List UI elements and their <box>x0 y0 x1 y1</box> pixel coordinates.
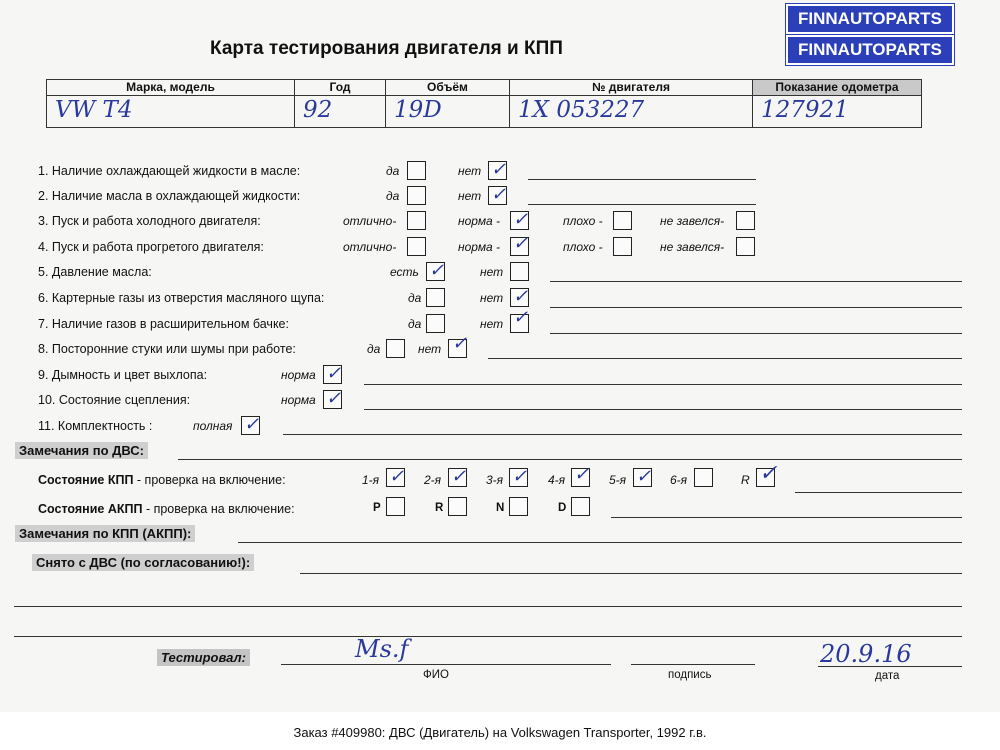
q4-checkbox-excellent[interactable] <box>407 237 426 256</box>
section-gearbox-remarks: Замечания по КПП (АКПП): <box>15 525 195 542</box>
signature-line <box>631 664 755 665</box>
gear-1-label: 1-я <box>362 473 380 487</box>
removed-line-3 <box>14 636 962 637</box>
value-brand-model: VW T4 <box>46 94 295 128</box>
q7-checkbox-yes[interactable] <box>426 314 445 333</box>
auto-gear-n-checkbox[interactable] <box>509 497 528 516</box>
q2-check-mark: ✓ <box>491 184 507 205</box>
q3-option-bad: плохо - <box>563 214 603 228</box>
q11-option-complete: полная <box>193 419 233 433</box>
manual-gearbox-label <box>38 473 286 487</box>
q6-check-mark: ✓ <box>513 286 529 307</box>
watermark-logo-top: FINNAUTOPARTS <box>786 4 954 34</box>
q9-option-normal: норма <box>281 368 316 382</box>
question-3: 3. Пуск и работа холодного двигателя: <box>38 214 261 228</box>
question-9: 9. Дымность и цвет выхлопа: <box>38 368 208 382</box>
q8-checkbox-yes[interactable] <box>386 339 405 358</box>
q2-option-no: нет <box>458 189 482 203</box>
question-4: 4. Пуск и работа прогретого двигателя: <box>38 240 264 254</box>
question-2: 2. Наличие масла в охлаждающей жидкости: <box>38 189 301 203</box>
q4-checkbox-no-start[interactable] <box>736 237 755 256</box>
q8-option-no: нет <box>418 342 442 356</box>
q2-notes-line <box>528 204 756 205</box>
watermark-logo-bottom: FINNAUTOPARTS <box>786 35 954 65</box>
form-title: Карта тестирования двигателя и КПП <box>210 38 563 59</box>
q3-checkbox-bad[interactable] <box>613 211 632 230</box>
q2-option-yes: да <box>386 189 400 203</box>
q7-notes-line <box>550 333 962 334</box>
auto-gearbox-label <box>38 502 295 516</box>
gear-2-label: 2-я <box>424 473 442 487</box>
auto-gear-p-checkbox[interactable] <box>386 497 405 516</box>
auto-gear-d-label: D <box>558 502 567 514</box>
header-volume: Объём <box>385 79 510 96</box>
q10-notes-line <box>364 409 962 410</box>
q8-option-yes: да <box>367 342 381 356</box>
tester-signature-handwritten: Ms.f <box>355 635 409 663</box>
order-caption: Заказ #409980: ДВС (Двигатель) на Volkswagen Transporter, 1992 г.в. <box>293 725 707 740</box>
gear-2-check-mark: ✓ <box>451 466 467 487</box>
header-brand-model: Марка, модель <box>46 79 295 96</box>
q4-option-excellent: отлично- <box>343 240 397 254</box>
date-label: дата <box>875 670 900 682</box>
q6-option-yes: да <box>408 291 422 305</box>
question-8: 8. Посторонние стуки или шумы при работе: <box>38 342 296 356</box>
date-handwritten: 20.9.16 <box>820 640 912 668</box>
q8-check-mark: ✓ <box>452 333 468 354</box>
q10-option-normal: норма <box>281 393 316 407</box>
q4-option-bad: плохо - <box>563 240 603 254</box>
gear-4-label: 4-я <box>548 473 566 487</box>
question-10: 10. Состояние сцепления: <box>38 393 191 407</box>
question-5: 5. Давление масла: <box>38 265 152 279</box>
auto-gear-p-label: P <box>373 502 381 514</box>
signature-label: подпись <box>668 669 712 681</box>
question-7: 7. Наличие газов в расширительном бачке: <box>38 317 289 331</box>
gear-5-label: 5-я <box>609 473 627 487</box>
auto-gearbox-subtitle: - проверка на включение: <box>142 502 295 516</box>
q4-check-mark: ✓ <box>513 233 529 254</box>
q5-notes-line <box>550 281 962 282</box>
gear-6-label: 6-я <box>670 473 688 487</box>
q6-option-no: нет <box>480 291 504 305</box>
gear-4-check-mark: ✓ <box>574 464 590 485</box>
q3-checkbox-no-start[interactable] <box>736 211 755 230</box>
q10-check-mark: ✓ <box>326 388 342 409</box>
fio-line <box>281 664 611 665</box>
ice-remarks-line <box>178 459 962 460</box>
q3-option-excellent: отлично- <box>343 214 397 228</box>
auto-gear-r-label: R <box>435 502 444 514</box>
q6-notes-line <box>550 307 962 308</box>
q4-option-no-start: не завелся- <box>660 240 725 254</box>
q1-check-mark: ✓ <box>491 159 507 180</box>
question-11: 11. Комплектность : <box>38 419 153 433</box>
q5-checkbox-no[interactable] <box>510 262 529 281</box>
date-line <box>818 666 962 667</box>
auto-gearbox-title: Состояние АКПП <box>38 502 143 516</box>
gear-3-check-mark: ✓ <box>512 466 528 487</box>
value-odometer: 127921 <box>752 94 922 128</box>
section-ice-remarks: Замечания по ДВС: <box>15 442 148 459</box>
q7-option-no: нет <box>480 317 504 331</box>
q4-checkbox-bad[interactable] <box>613 237 632 256</box>
header-engine-number: № двигателя <box>509 79 753 96</box>
q11-check-mark: ✓ <box>244 414 260 435</box>
value-volume: 19D <box>385 94 510 128</box>
gear-5-check-mark: ✓ <box>636 466 652 487</box>
auto-gear-n-label: N <box>496 502 505 514</box>
q7-check-mark: ✓ <box>513 307 529 328</box>
q5-option-no: нет <box>480 265 504 279</box>
gear-6-checkbox[interactable] <box>694 468 713 487</box>
gearbox-remarks-line <box>238 542 962 543</box>
removed-line-1 <box>300 573 962 574</box>
q6-checkbox-yes[interactable] <box>426 288 445 307</box>
q2-checkbox-yes[interactable] <box>407 186 426 205</box>
question-1: 1. Наличие охлаждающей жидкости в масле: <box>38 164 301 178</box>
gear-3-label: 3-я <box>486 473 504 487</box>
fio-label: ФИО <box>423 669 449 681</box>
q1-option-no: нет <box>458 164 482 178</box>
q8-notes-line <box>488 358 962 359</box>
q1-checkbox-yes[interactable] <box>407 161 426 180</box>
q3-option-normal: норма - <box>458 214 501 228</box>
q5-check-mark: ✓ <box>429 260 445 281</box>
auto-gear-d-checkbox[interactable] <box>571 497 590 516</box>
q3-checkbox-excellent[interactable] <box>407 211 426 230</box>
section-removed-from-ice: Снято с ДВС (по согласованию!): <box>32 554 254 571</box>
q1-option-yes: да <box>386 164 400 178</box>
manual-gearbox-notes-line <box>795 492 962 493</box>
q5-option-yes: есть <box>390 265 419 279</box>
auto-gearbox-notes-line <box>611 517 962 518</box>
q9-notes-line <box>364 384 962 385</box>
question-6: 6. Картерные газы из отверстия масляного щупа: <box>38 291 325 305</box>
header-odometer: Показание одометра <box>752 79 922 96</box>
gear-r-check-mark: ✓ <box>759 461 778 486</box>
gear-1-check-mark: ✓ <box>389 466 405 487</box>
tested-by-label: Тестировал: <box>157 649 250 666</box>
value-engine-number: 1X 053227 <box>509 94 753 128</box>
value-year: 92 <box>294 94 386 128</box>
q3-option-no-start: не завелся- <box>660 214 725 228</box>
q3-check-mark: ✓ <box>513 209 529 230</box>
q1-notes-line <box>528 179 756 180</box>
gear-r-label: R <box>741 473 750 487</box>
manual-gearbox-title: Состояние КПП <box>38 473 134 487</box>
q7-option-yes: да <box>408 317 422 331</box>
q11-notes-line <box>283 434 962 435</box>
q4-option-normal: норма - <box>458 240 501 254</box>
header-year: Год <box>294 79 386 96</box>
q9-check-mark: ✓ <box>326 363 342 384</box>
removed-line-2 <box>14 606 962 607</box>
auto-gear-r-checkbox[interactable] <box>448 497 467 516</box>
manual-gearbox-subtitle: - проверка на включение: <box>133 473 286 487</box>
